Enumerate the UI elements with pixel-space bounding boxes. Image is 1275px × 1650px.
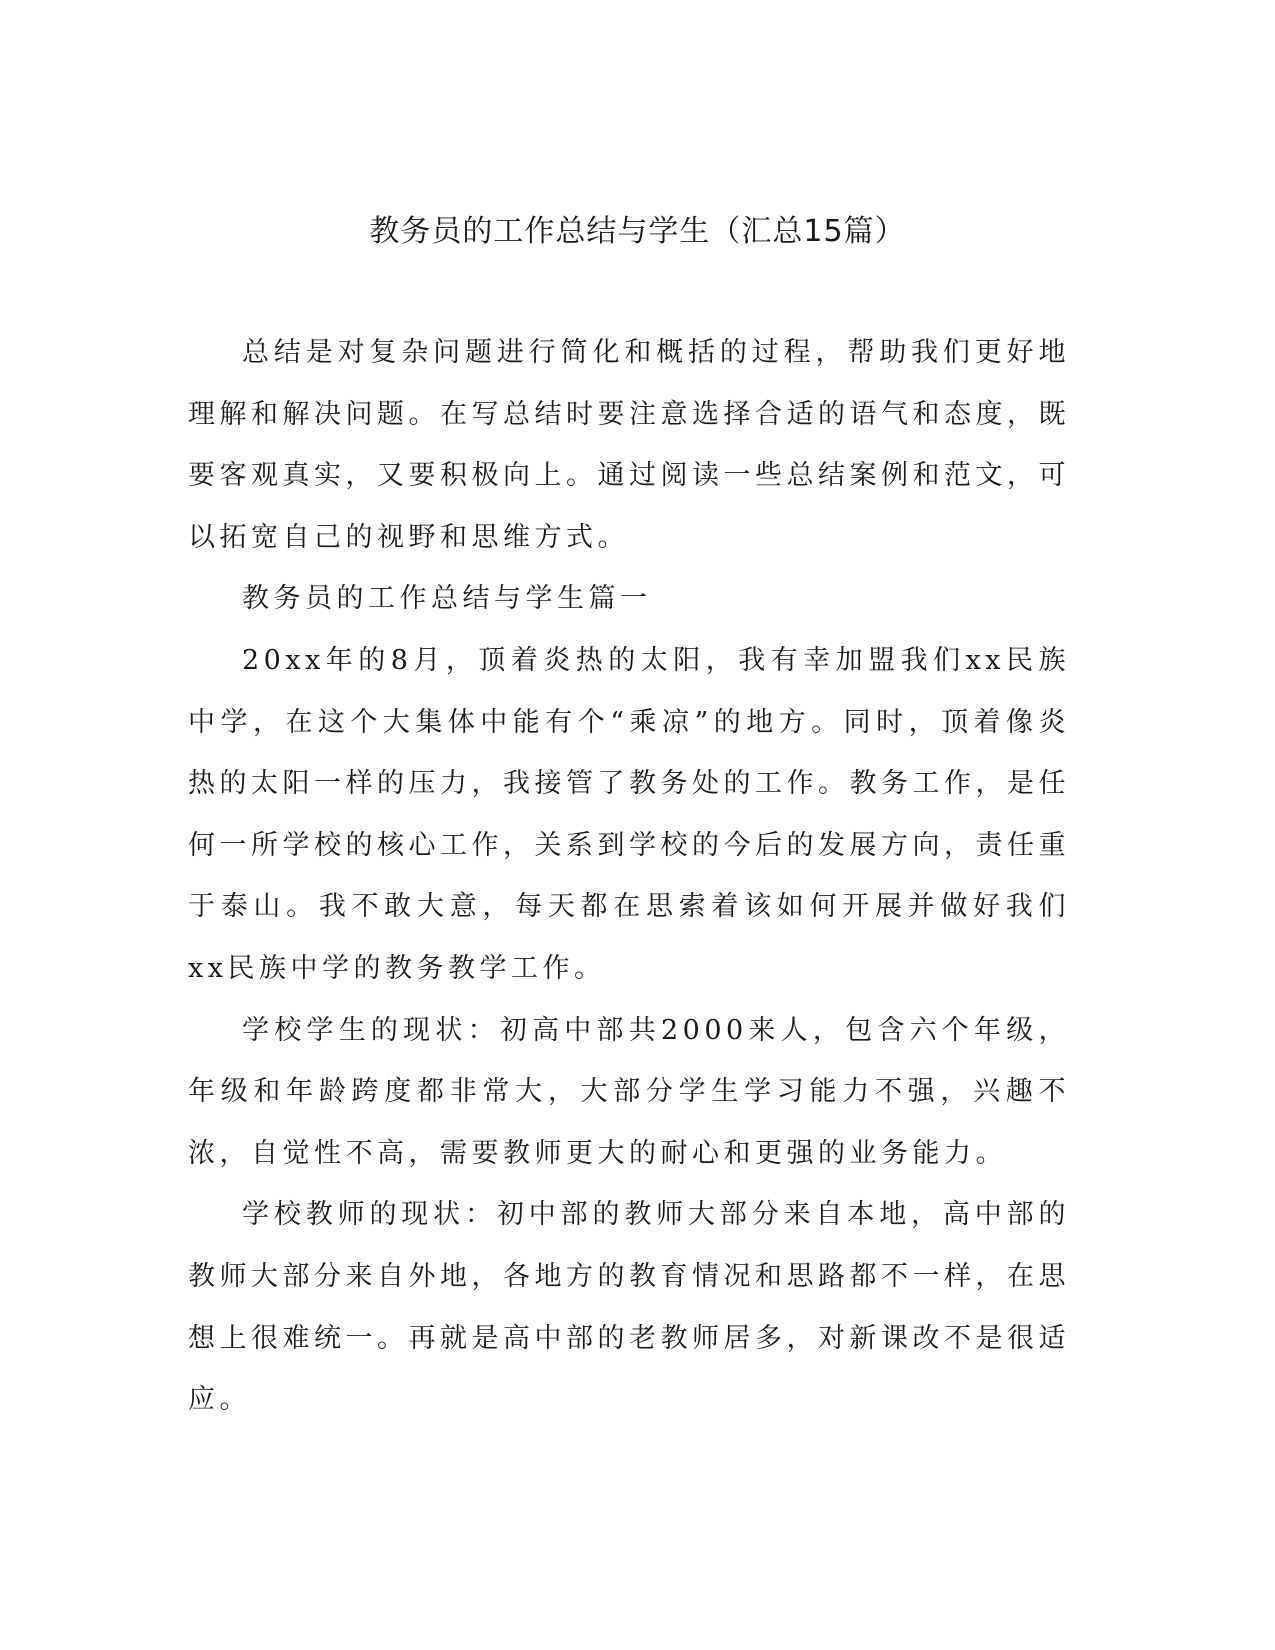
body-paragraph: 学校教师的现状：初中部的教师大部分来自本地，高中部的教师大部分来自外地，各地方的教育情况和思路都不一样，在思想上很难统一。再就是高中部的老教师居多，对新课改不是很适应。 — [188, 1199, 1070, 1416]
document-title: 教务员的工作总结与学生（汇总15篇） — [369, 214, 906, 249]
document-body — [188, 322, 1070, 1431]
body-paragraph: 20xx年的8月，顶着炎热的太阳，我有幸加盟我们xx民族中学，在这个大集体中能有个“乘凉”的地方。同时，顶着像炎热的太阳一样的压力，我接管了教务处的工作。教务工作，是任何一所学校的核心工作，关系到学校的今后的发展方向，责任重于泰山。我不敢大意，每天都在思索着该如何开展并做好我们xx民族中学的教务教学工作。 — [188, 644, 1070, 984]
intro-paragraph: 总结是对复杂问题进行简化和概括的过程，帮助我们更好地理解和解决问题。在写总结时要注意选择合适的语气和态度，既要客观真实，又要积极向上。通过阅读一些总结案例和范文，可以拓宽自己的视野和思维方式。 — [188, 337, 1070, 553]
section-heading: 教务员的工作总结与学生篇一 — [242, 583, 652, 615]
body-paragraph: 学校学生的现状：初高中部共2000来人，包含六个年级，年级和年龄跨度都非常大，大部分学生学习能力不强，兴趣不浓，自觉性不高，需要教师更大的耐心和更强的业务能力。 — [188, 1014, 1070, 1169]
